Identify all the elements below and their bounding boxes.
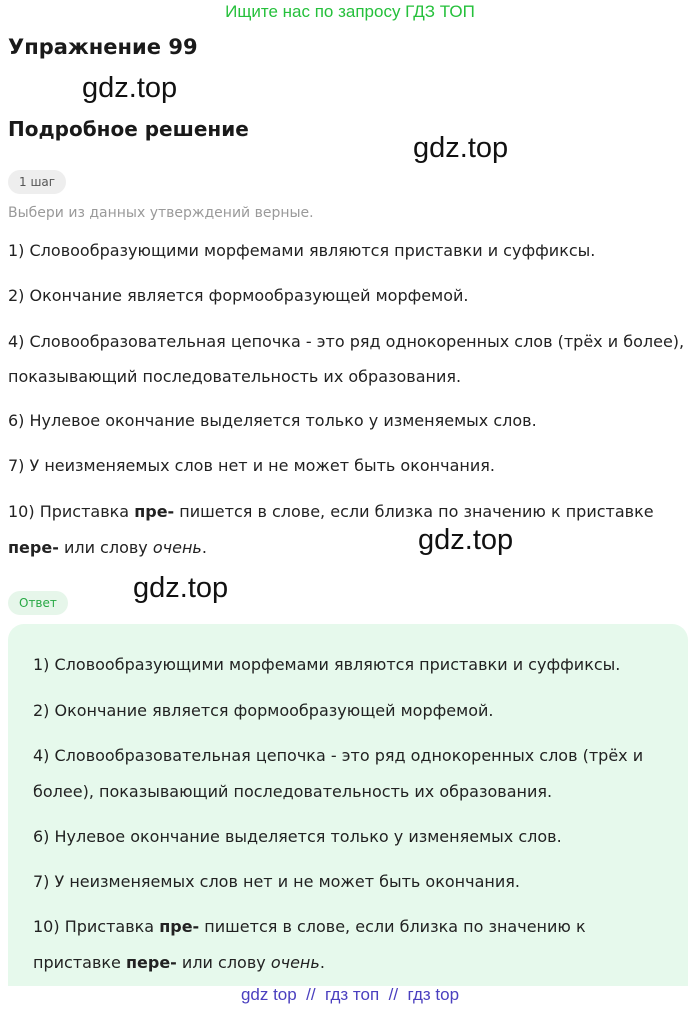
italic-word: очень [270, 953, 320, 972]
text-span: пишется в слове, если близка по значению к [199, 917, 586, 936]
bold-prefix: пре- [159, 917, 200, 936]
text-span: . [319, 953, 325, 972]
text-span: . [201, 538, 207, 557]
solution-line-10a [8, 502, 654, 521]
section-subtitle: Подробное решение [8, 117, 249, 141]
answer-line-1: 1) Словообразующими морфемами являются приставки и суффиксы. [33, 655, 621, 674]
answer-line-10a [33, 917, 586, 936]
solution-line-7: 7) У неизменяемых слов нет и не может быть окончания. [8, 456, 495, 475]
watermark: gdz.top [82, 72, 178, 104]
solution-line-4a: 4) Словообразовательная цепочка - это ряд однокоренных слов (трёх и более), [8, 332, 685, 351]
watermark: gdz.top [133, 572, 229, 604]
text-span: 10) Приставка [33, 917, 160, 936]
bold-prefix: пере- [125, 953, 177, 972]
text-span: или слову [176, 953, 271, 972]
solution-line-10b [8, 538, 207, 557]
footer-links: gdz top // гдз топ // гдз top [240, 985, 460, 1004]
italic-word: очень [152, 538, 202, 557]
bold-prefix: пре- [134, 502, 175, 521]
solution-line-2: 2) Окончание является формообразующей морфемой. [8, 286, 469, 305]
bold-prefix: пере- [8, 538, 59, 557]
answer-line-4a: 4) Словообразовательная цепочка - это ряд однокоренных слов (трёх и [33, 746, 644, 765]
task-prompt: Выбери из данных утверждений верные. [8, 205, 314, 221]
answer-line-10b [33, 953, 325, 972]
watermark: gdz.top [413, 132, 509, 164]
answer-line-4b: более), показывающий последовательность их образования. [33, 782, 553, 801]
text-span: приставке [33, 953, 126, 972]
top-banner: Ищите нас по запросу ГДЗ ТОП [225, 2, 475, 21]
answer-badge: Ответ [8, 591, 68, 615]
watermark: gdz.top [418, 524, 514, 556]
solution-line-4b: показывающий последовательность их образования. [8, 367, 462, 386]
solution-line-6: 6) Нулевое окончание выделяется только у изменяемых слов. [8, 411, 537, 430]
answer-line-7: 7) У неизменяемых слов нет и не может быть окончания. [33, 872, 520, 891]
answer-line-6: 6) Нулевое окончание выделяется только у изменяемых слов. [33, 827, 562, 846]
solution-line-1: 1) Словообразующими морфемами являются приставки и суффиксы. [8, 241, 596, 260]
answer-line-2: 2) Окончание является формообразующей морфемой. [33, 701, 494, 720]
page-title: Упражнение 99 [8, 35, 198, 59]
text-span: пишется в слове, если близка по значению к приставке [174, 502, 654, 521]
text-span: или слову [58, 538, 153, 557]
text-span: 10) Приставка [8, 502, 135, 521]
step-badge: 1 шаг [8, 170, 66, 194]
